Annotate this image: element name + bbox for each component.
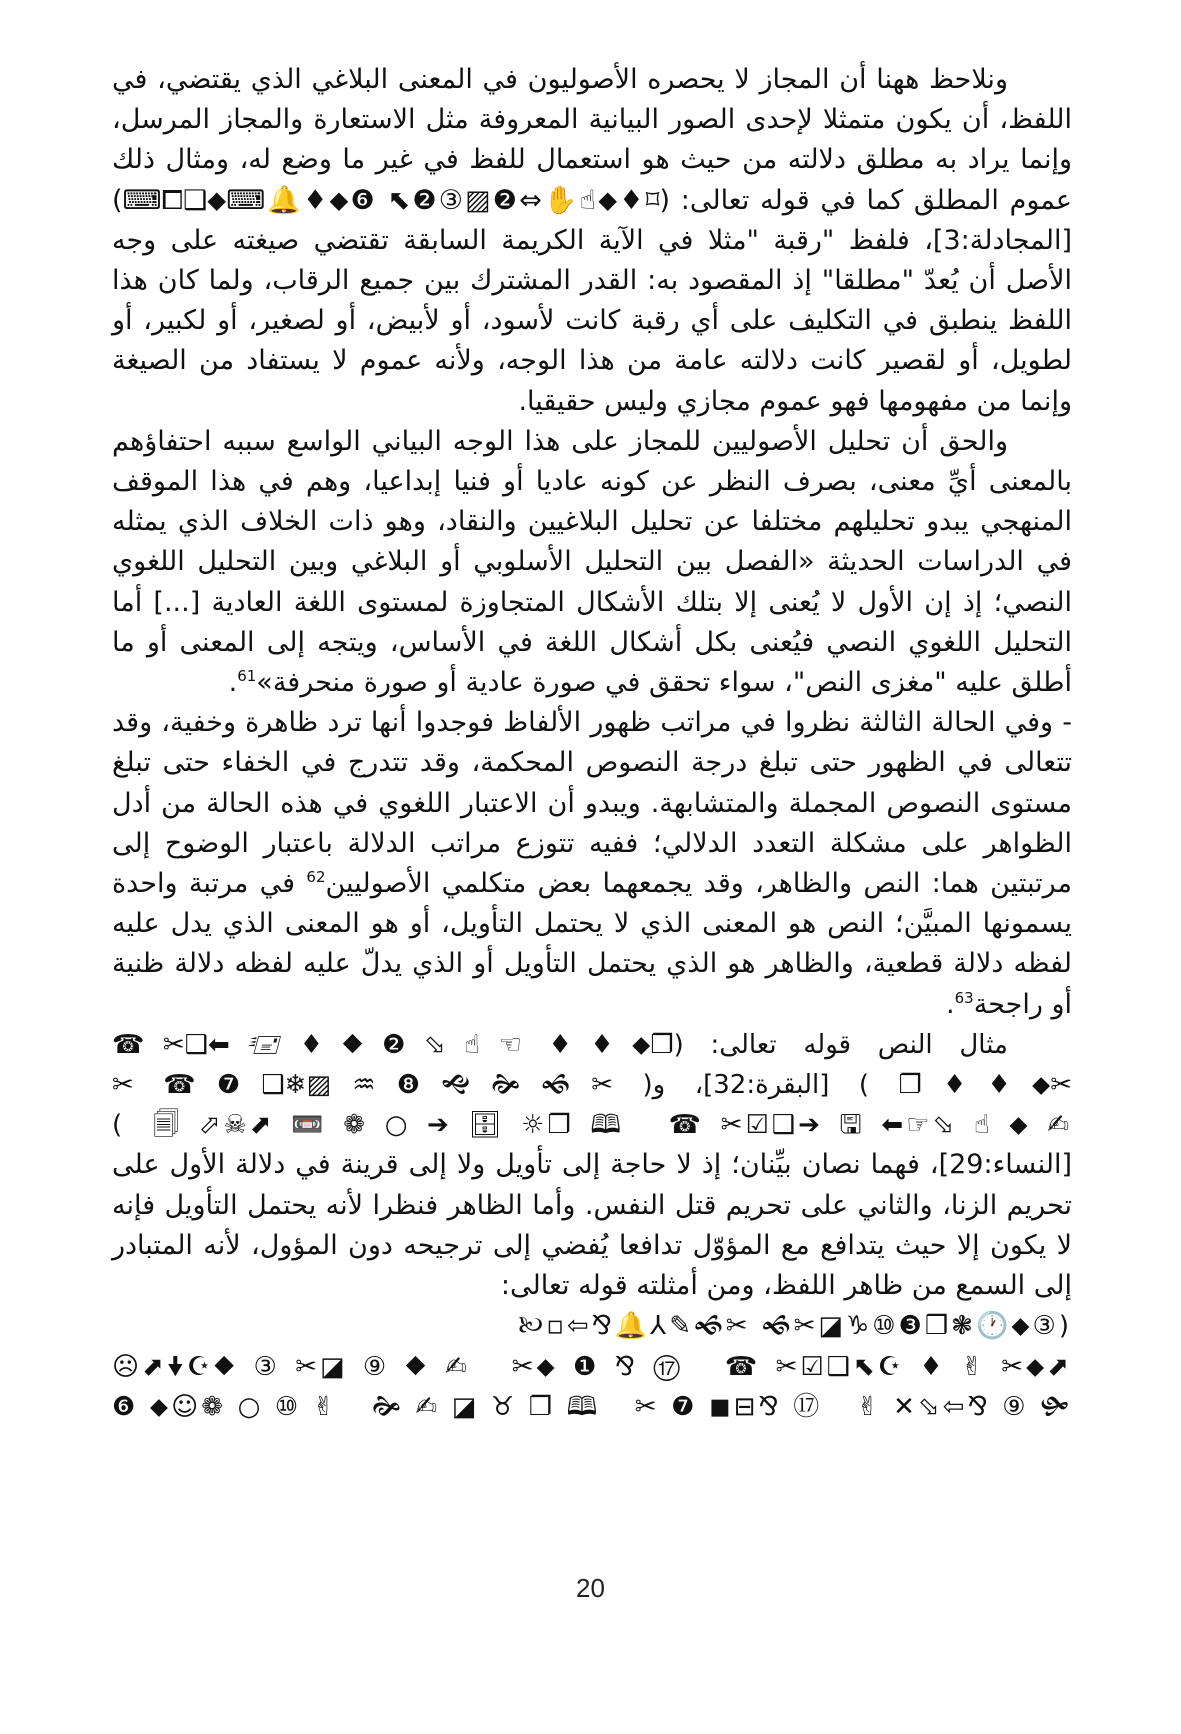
paragraph-3-tail: في مرتبة واحدة يسمونها المبيَّن؛ النص هو المعنى الذي لا يحتمل التأويل، أو هو المعنى الذي يدل عليه لفظه دلالة قطعية، والظاهر هو الذي يحتمل التأويل أو الذي يدلّ عليه لفظه دلالة ظنية أو راجحة xyxy=(112,868,1072,1020)
footnote-ref-61[interactable]: 61 xyxy=(237,667,257,686)
paragraph-3-end: . xyxy=(946,988,955,1020)
paragraph-1 xyxy=(112,60,1072,422)
verse-line-3: 🙟⑨⅋⇦⬂✕✌ ⑰⅋⊟◼❼✂ 🕮❐♉◪✍🙞 ✌⑩○❁☺⬥❻ xyxy=(112,1391,1072,1422)
example-line-3: ✍⬥☝⬂☞⬅🖫➔❑☑✂☎ 🕮❐☼🗄➔○❁📼⬈☠⬀🗐 ) xyxy=(112,1110,1072,1141)
paragraph-3-text: - وفي الحالة الثالثة نظروا في مراتب ظهور الألفاظ فوجدوا أنها ترد ظاهرة وخفية، وقد تتعالى في الظهور حتى تبلغ درجة النصوص المحكمة، وقد تتدرج في الخفاء حتى تبلغ مستوى النصوص المجملة والمتشابهة. ويبدو أن الاعتبار اللغوي في هذه الحالة من أدل الظواهر على مشكلة التعدد الدلالي؛ ففيه تتوزع مراتب الدلالة باعتبار الوضوح إلى مرتبتين هما: النص والظاهر، وقد يجمعهما بعض متكلمي الأصوليين xyxy=(112,707,1072,900)
footnote-ref-62[interactable]: 62 xyxy=(306,868,326,887)
body-text xyxy=(112,60,1072,1427)
paragraph-2-tail: . xyxy=(228,667,238,699)
verse-line-1: (③⬥🕐❃❒❸⑩♑◪✂🙜 ✂🙜✎⅄🔔⅋⇦▫🙠 xyxy=(517,1311,1072,1342)
paragraph-1-text: ونلاحظ ههنا أن المجاز لا يحصره الأصوليون في المعنى البلاغي الذي يقتضي، في اللفظ، أن يكون متمثلا لإحدى الصور البيانية المعروفة مثل الاستعارة والمجاز المرسل، وإنما يراد به مطلق دلالته من حيث هو استعمال للفظ في غير ما وضع له، ومثال ذلك عموم المطلق كما في قوله تعالى: (⌑♦⬥☝✋⇔❷▨③❷⬉ ❻⬥♦🔔⌨⬥❑⧠⌨) [المجادلة:3]، فلفظ "رقبة "مثلا في الآية الكريمة السابقة تقتضي صيغته على وجه الأصل أن يُعدّ "مطلقا" إذ المقصود به: القدر المشترك بين جميع الرقاب، ولما كان هذا اللفظ ينطبق في التكليف على أي رقبة كانت لأسود، أو لأبيض، أو لصغير، أو لكبير، أو لطويل، أو لقصير كانت دلالته عامة من هذا الوجه، ولأنه عموم لا يستفاد من الصيغة وإنما من مفهومها فهو عموم مجازي وليس حقيقيا. xyxy=(112,64,1072,417)
paragraph-3 xyxy=(112,703,1072,1025)
paragraph-4: [النساء:29]، فهما نصان بيِّنان؛ إذ لا حاجة إلى تأويل ولا إلى قرينة في دلالة الأول على تحريم الزنا، والثاني على تحريم قتل النفس. وأما الظاهر فنظرا لأنه يحتمل التأويل فإنه لا يكون إلا حيث يتدافع مع المؤوّل تدافعا يُفضي إلى ترجيحه دون المؤول، لأنه المتبادر إلى السمع من ظاهر اللفظ، ومن أمثلته قوله تعالى: xyxy=(112,1149,1072,1302)
example-line-2: ✂⬥♦♦❐ ) [البقرة:32]، و( ✂🙜🙞🙝❽♒▨❄❑❼☎ ✂ xyxy=(112,1070,1072,1101)
example-line-1: مثال النص قوله تعالى: (❐⬥♦♦ ☜☝⬂❷⬥♦🖅⬅❑✂☎ xyxy=(112,1029,1008,1060)
verse-line-2: ⬈⬥✂✌♦☪⬉❑☑✂☎ ⑰⅋❶⬥✂ ✍⬥⑨◪✂③⬥☪🠟⬈☹ xyxy=(112,1351,1072,1382)
footnote-ref-63[interactable]: 63 xyxy=(954,988,974,1007)
paragraph-2 xyxy=(112,422,1072,703)
page-number: 20 xyxy=(576,1573,605,1603)
paragraph-2-text: والحق أن تحليل الأصوليين للمجاز على هذا الوجه البياني الواسع سببه احتفاؤهم بالمعنى أيِّ معنى، بصرف النظر عن كونه عاديا أو فنيا إبداعيا، وهم في هذا الموقف المنهجي يبدو تحليلهم مختلفا عن تحليل البلاغيين والنقاد، وهو ذات الخلاف الذي يمثله في الدراسات الحديثة «الفصل بين التحليل الأسلوبي أو البلاغي وبين التحليل اللغوي النصي؛ إذ إن الأول لا يُعنى إلا بتلك الأشكال المتجاوزة لمستوى اللغة العادية [...] أما التحليل اللغوي النصي فيُعنى بكل أشكال اللغة في الأساس، ويتجه إلى المعنى أو ما أطلق عليه "مغزى النص"، سواء تحقق في صورة عادية أو صورة منحرفة» xyxy=(112,425,1072,699)
